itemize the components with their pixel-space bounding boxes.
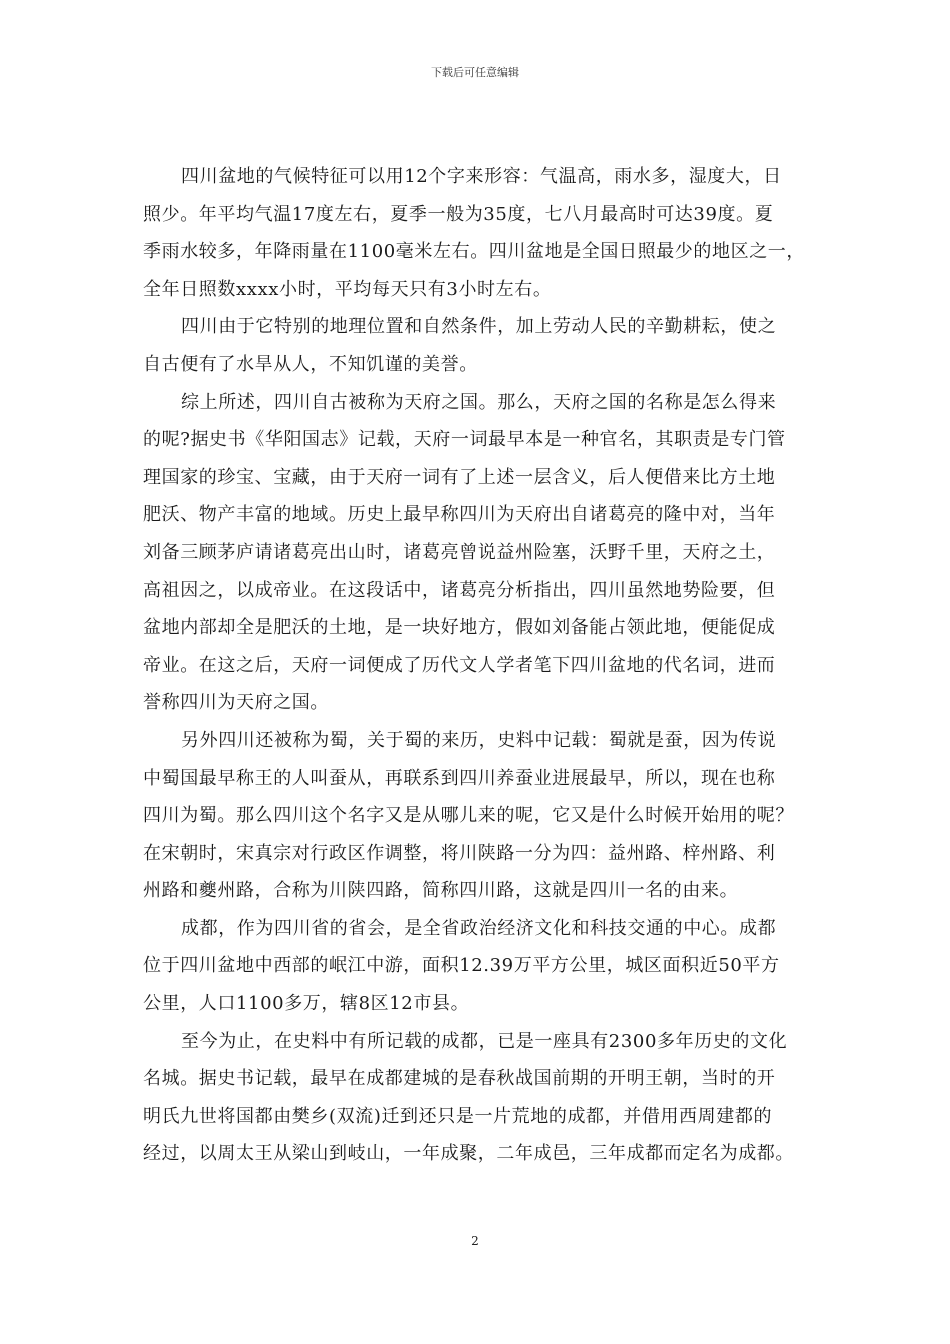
text-line: 四川由于它特别的地理位置和自然条件，加上劳动人民的辛勤耕耘，使之 (181, 316, 777, 338)
text-line: 综上所述，四川自古被称为天府之国。那么，天府之国的名称是怎么得来 (181, 391, 777, 413)
text-line: 位于四川盆地中西部的岷江中游，面积12.39万平方公里，城区面积近50平方 (143, 955, 780, 977)
text-line: 肥沃、物产丰富的地域。历史上最早称四川为天府出自诸葛亮的隆中对，当年 (143, 504, 776, 526)
text-line: 名城。据史书记载，最早在成都建城的是春秋战国前期的开明王朝，当时的开 (143, 1068, 776, 1090)
text-line: 成都，作为四川省的省会，是全省政治经济文化和科技交通的中心。成都 (181, 917, 777, 939)
text-line: 明氏九世将国都由樊乡(双流)迁到还只是一片荒地的成都，并借用西周建都的 (143, 1105, 773, 1127)
text-line: 中蜀国最早称王的人叫蚕从，再联系到四川养蚕业进展最早，所以，现在也称 (143, 767, 776, 789)
text-line: 的呢?据史书《华阳国志》记载，天府一词最早本是一种官名，其职责是专门管 (143, 429, 786, 451)
text-line: 帝业。在这之后，天府一词便成了历代文人学者笔下四川盆地的代名词，进而 (143, 654, 776, 676)
text-line: 盆地内部却全是肥沃的土地，是一块好地方，假如刘备能占领此地，便能促成 (143, 617, 776, 639)
text-line: 全年日照数xxxx小时，平均每天只有3小时左右。 (143, 278, 552, 300)
text-line: 季雨水较多，年降雨量在1100毫米左右。四川盆地是全国日照最少的地区之一， (143, 241, 806, 263)
text-line: 经过，以周太王从梁山到岐山，一年成聚，二年成邑，三年成都而定名为成都。 (143, 1143, 794, 1165)
text-line: 理国家的珍宝、宝藏，由于天府一词有了上述一层含义，后人便借来比方土地 (143, 466, 776, 488)
text-line: 至今为止，在史料中有所记载的成都，已是一座具有2300多年历史的文化 (181, 1030, 788, 1052)
text-line: 四川为蜀。那么四川这个名字又是从哪儿来的呢，它又是什么时候开始用的呢？ (143, 805, 794, 827)
text-line: 自古便有了水旱从人，不知饥谨的美誉。 (143, 353, 478, 375)
document-body (143, 158, 825, 1173)
text-line: 照少。年平均气温17度左右，夏季一般为35度，七八月最高时可达39度。夏 (143, 203, 774, 225)
text-line: 刘备三顾茅庐请诸葛亮出山时，诸葛亮曾说益州险塞，沃野千里，天府之土， (143, 541, 776, 563)
text-line: 誉称四川为天府之国。 (143, 692, 329, 714)
text-line: 高祖因之，以成帝业。在这段话中，诸葛亮分析指出，四川虽然地势险要，但 (143, 579, 776, 601)
text-line: 四川盆地的气候特征可以用12个字来形容：气温高，雨水多，湿度大，日 (181, 166, 782, 187)
page-header: 下载后可任意编辑 (431, 66, 519, 79)
text-line: 州路和夔州路，合称为川陕四路，简称四川路，这就是四川一名的由来。 (143, 880, 739, 902)
page-number: 2 (471, 1234, 479, 1248)
text-line: 在宋朝时，宋真宗对行政区作调整，将川陕路一分为四：益州路、梓州路、利 (143, 842, 776, 864)
text-line: 另外四川还被称为蜀，关于蜀的来历，史料中记载：蜀就是蚕，因为传说 (181, 729, 777, 751)
text-line: 公里，人口1100多万，辖8区12市县。 (143, 993, 470, 1015)
